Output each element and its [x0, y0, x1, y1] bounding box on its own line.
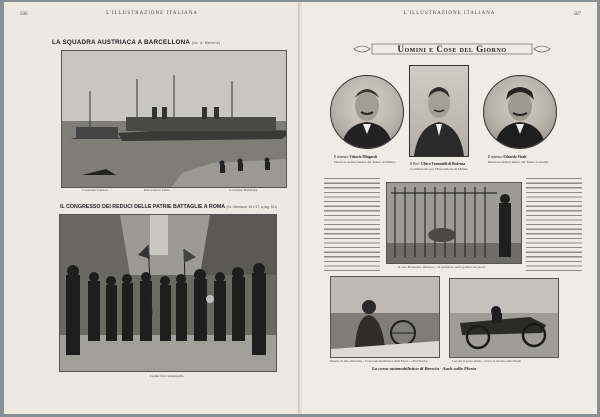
- page-number: 506: [20, 12, 28, 17]
- text-column: [324, 178, 380, 272]
- portrait-desc: Commissario per l'Esposizione di Milano: [410, 167, 468, 171]
- article-title: LA SQUADRA AUSTRIACA A BARCELLONA (fot. A. Merlette): [52, 39, 221, 46]
- lion-cage-photo: [386, 182, 522, 264]
- warships-photo: [61, 50, 287, 188]
- photo-caption: Corazzata Laudon: [82, 188, 108, 192]
- right-page: [302, 2, 597, 414]
- car-photo: [330, 276, 440, 358]
- portrait-name: Il maestro Edoardo Vitale: [488, 155, 527, 159]
- photo-caption: Lasciati al posto «Fiat» - Corsa al circuito della Floria: [452, 359, 521, 363]
- portrait-photo: [330, 75, 404, 149]
- portrait-name: Il Prof. Ulrico Vannutelli di Bedenza: [410, 162, 466, 166]
- portrait-illustration: [484, 76, 556, 148]
- portrait-photo: [483, 75, 557, 149]
- portrait-photo: [409, 65, 469, 157]
- congress-photo: [59, 214, 277, 372]
- photo-caption: I reduci in Campidoglio.: [150, 374, 185, 378]
- photo-caption: Il can. Domenico Riduzzo - Il domatore nella gabbia dei leoni: [398, 265, 485, 269]
- car-photo: [449, 278, 559, 358]
- portrait-name: Il maestro Vittorio Mingardi: [334, 155, 377, 159]
- magazine-spread: [4, 2, 597, 414]
- photo-caption: Ritorno di una «Dracula» - Corsa automobilistica della Floria - «Fiat Sirena»: [330, 359, 429, 363]
- left-page: [4, 2, 300, 414]
- text-column: [526, 178, 582, 272]
- photo-caption: Corazzata Habsburg: [229, 188, 258, 192]
- page-number: 507: [573, 12, 581, 17]
- running-head: L'ILLUSTRAZIONE ITALIANA: [403, 11, 496, 16]
- warships-illustration: [62, 51, 286, 187]
- section-banner: [352, 42, 552, 56]
- car-driver-illustration: [331, 277, 439, 357]
- lion-cage-illustration: [387, 183, 521, 263]
- article-title: IL CONGRESSO DEI REDUCI DELLE PATRIE BATTAGLIE A ROMA (fot. Abeniacar, 16 e 17, a pag. 521): [60, 204, 278, 210]
- portrait-illustration: [410, 66, 468, 156]
- photo-title: La corsa automobilistica di Brescia - Aach sulla Floria: [372, 366, 476, 371]
- portrait-desc: Direttore dell'orchestra del Teatro di Milano: [334, 160, 396, 164]
- section-title: Uomini e Cose del Giorno: [397, 44, 507, 54]
- racing-car-illustration: [450, 279, 558, 357]
- portrait-illustration: [331, 76, 403, 148]
- running-head: L'ILLUSTRAZIONE ITALIANA: [106, 11, 198, 16]
- photo-caption: Incrociatore Zenta: [144, 188, 170, 192]
- crowd-illustration: [60, 215, 276, 371]
- portrait-desc: Direttore dell'orchestra del Teatro Costanzi: [488, 160, 549, 164]
